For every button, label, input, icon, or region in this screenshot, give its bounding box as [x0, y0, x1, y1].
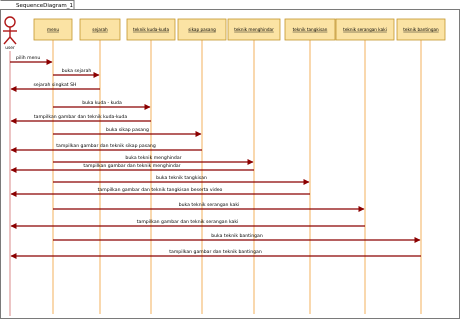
lifeline-label: teknik kuda-kuda — [132, 26, 170, 32]
actor-user[interactable] — [3, 17, 17, 51]
diagram-frame — [1, 10, 460, 319]
message-arrow[interactable] — [11, 143, 202, 150]
message-arrow[interactable] — [11, 187, 310, 194]
message-arrow[interactable] — [53, 155, 253, 162]
lifeline-sikap-pasang[interactable] — [178, 19, 226, 314]
message-label: tampilkan gambar dan teknik tangkisan beserta video — [97, 188, 223, 193]
message-label: buka teknik menghindar — [125, 156, 182, 161]
message-arrow[interactable] — [53, 175, 309, 182]
lifeline-label: menu — [47, 26, 59, 32]
message-label: tampilkan gambar dan teknik bantingan — [169, 250, 262, 255]
message-label: buka teknik bantingan — [211, 234, 263, 239]
message-arrow[interactable] — [11, 82, 100, 89]
lifeline-teknik-tangkisan[interactable] — [285, 19, 335, 314]
message-arrow[interactable] — [53, 127, 201, 134]
lifeline-label: teknik menghindar — [234, 26, 274, 32]
lifeline-label: teknik serangan kaki — [343, 26, 387, 32]
message-label: buka teknik tangkisan — [156, 176, 207, 181]
lifeline-label: sejarah — [92, 26, 108, 32]
message-label: pilih menu — [16, 56, 41, 61]
lifeline-teknik-serangan-kaki[interactable] — [336, 19, 394, 314]
message-label: buka sikap pasang — [106, 128, 149, 133]
message-arrow[interactable] — [10, 55, 52, 62]
lifeline-teknik-bantingan[interactable] — [397, 19, 445, 314]
message-arrow[interactable] — [11, 249, 421, 256]
lifeline-menu[interactable] — [34, 19, 72, 314]
frame-title: SequenceDiagram_1 — [16, 3, 73, 9]
message-label: tampilkan gambar dan teknik sikap pasang — [56, 144, 156, 149]
message-label: buka kuda - kuda — [82, 101, 122, 106]
lifeline-label: teknik tangkisan — [292, 26, 328, 32]
message-label: tampilkan gambar dan teknik menghindar — [83, 164, 181, 169]
lifeline-label: teknik bantingan — [403, 26, 439, 32]
message-label: buka teknik serangan kaki — [178, 203, 240, 208]
message-arrow[interactable] — [11, 163, 254, 170]
message-arrow[interactable] — [11, 114, 151, 121]
actor-label: user — [5, 46, 15, 51]
stick-figure-icon — [3, 17, 17, 44]
message-label: sejarah singkat SH — [33, 83, 77, 88]
lifeline-label: sikap pasang — [188, 26, 216, 32]
message-arrow[interactable] — [53, 68, 99, 75]
message-label: tampilkan gambar dan teknik kuda-kuda — [33, 115, 128, 120]
message-label: tampilkan gambar dan teknik serangan kaki — [136, 220, 239, 225]
lifeline-teknik-menghindar[interactable] — [228, 19, 280, 314]
message-label: buka sejarah — [61, 69, 92, 74]
message-arrow[interactable] — [53, 100, 150, 107]
message-arrow[interactable] — [11, 219, 365, 226]
